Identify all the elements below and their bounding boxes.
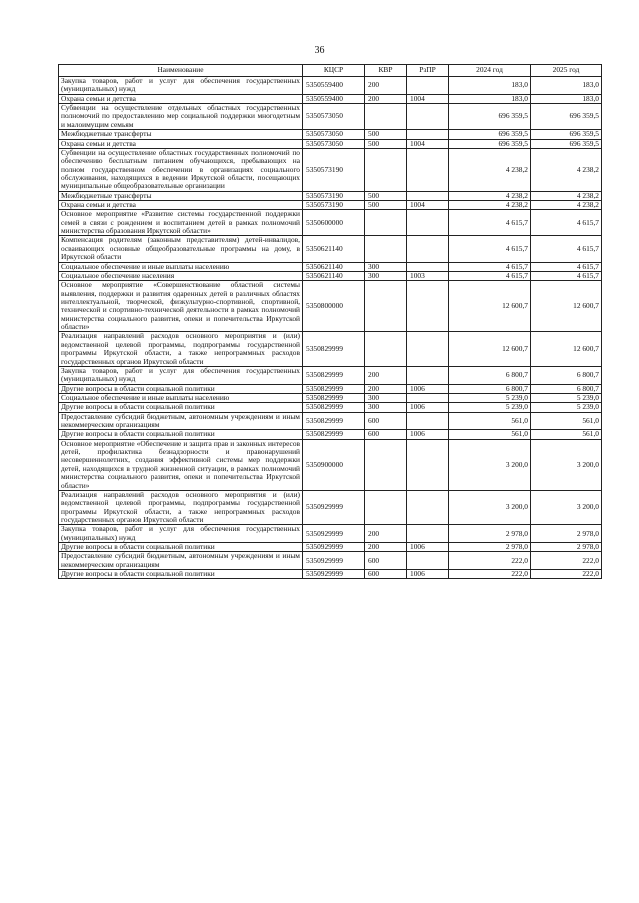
cell-name: Социальное обеспечение и иные выплаты населению — [59, 393, 303, 402]
cell-kvr: 600 — [365, 430, 407, 439]
table-row — [59, 139, 602, 148]
cell-2024: 561,0 — [449, 412, 531, 430]
cell-name: Предоставление субсидий бюджетным, автономным учреждениям и иным некоммерческим организациям — [59, 412, 303, 430]
cell-2025: 222,0 — [531, 552, 602, 570]
cell-kvr: 200 — [365, 384, 407, 393]
table-body — [59, 77, 602, 579]
cell-kcsr: 5350573190 — [303, 191, 365, 200]
cell-name: Другие вопросы в области социальной политики — [59, 570, 303, 579]
cell-2024: 3 200,0 — [449, 439, 531, 490]
table-row — [59, 130, 602, 139]
cell-kcsr: 5350929999 — [303, 552, 365, 570]
cell-kvr — [365, 439, 407, 490]
cell-rzpr — [407, 104, 449, 130]
table-header — [59, 65, 602, 77]
table-row — [59, 104, 602, 130]
cell-kvr: 300 — [365, 393, 407, 402]
cell-2024: 12 600,7 — [449, 281, 531, 332]
cell-rzpr: 1003 — [407, 271, 449, 280]
cell-rzpr — [407, 366, 449, 384]
table-row — [59, 77, 602, 95]
cell-kvr: 300 — [365, 271, 407, 280]
cell-rzpr — [407, 332, 449, 366]
cell-kcsr: 5350929999 — [303, 570, 365, 579]
cell-2025: 5 239,0 — [531, 403, 602, 412]
cell-2024: 696 359,5 — [449, 104, 531, 130]
cell-2024: 183,0 — [449, 77, 531, 95]
cell-rzpr: 1006 — [407, 543, 449, 552]
cell-2024: 183,0 — [449, 94, 531, 103]
cell-rzpr — [407, 148, 449, 191]
cell-kcsr: 5350829999 — [303, 393, 365, 402]
cell-rzpr — [407, 490, 449, 524]
cell-name: Реализация направлений расходов основного мероприятия и (или) ведомственной целевой программы, подпрограммы государственной программы Иркутской области, а также непрограммных расходов государственных органов Иркутской области — [59, 490, 303, 524]
cell-2025: 4 238,2 — [531, 201, 602, 210]
cell-kvr: 500 — [365, 139, 407, 148]
cell-kcsr: 5350829999 — [303, 332, 365, 366]
cell-name: Охрана семьи и детства — [59, 139, 303, 148]
cell-kvr — [365, 281, 407, 332]
cell-2024: 5 239,0 — [449, 393, 531, 402]
cell-rzpr: 1004 — [407, 94, 449, 103]
cell-rzpr: 1006 — [407, 384, 449, 393]
cell-2025: 561,0 — [531, 430, 602, 439]
cell-kcsr: 5350621140 — [303, 262, 365, 271]
cell-kcsr: 5350929999 — [303, 543, 365, 552]
cell-name: Другие вопросы в области социальной политики — [59, 403, 303, 412]
cell-name: Основное мероприятие «Развитие системы государственной поддержки семей в связи с рождением и воспитанием детей в рамках полномочий министерства образования Иркутской области» — [59, 210, 303, 236]
cell-kcsr: 5350559400 — [303, 77, 365, 95]
cell-2024: 5 239,0 — [449, 403, 531, 412]
cell-kcsr: 5350621140 — [303, 271, 365, 280]
cell-kcsr: 5350573190 — [303, 201, 365, 210]
cell-kcsr: 5350829999 — [303, 412, 365, 430]
cell-kvr: 200 — [365, 77, 407, 95]
cell-2025: 183,0 — [531, 94, 602, 103]
cell-kvr: 600 — [365, 552, 407, 570]
cell-name: Социальное обеспечение и иные выплаты населению — [59, 262, 303, 271]
cell-kvr: 200 — [365, 543, 407, 552]
cell-2025: 5 239,0 — [531, 393, 602, 402]
cell-kcsr: 5350600000 — [303, 210, 365, 236]
cell-2025: 183,0 — [531, 77, 602, 95]
cell-kcsr: 5350829999 — [303, 366, 365, 384]
cell-2025: 6 800,7 — [531, 384, 602, 393]
table-row — [59, 332, 602, 366]
cell-rzpr: 1004 — [407, 139, 449, 148]
table-row — [59, 439, 602, 490]
cell-name: Закупка товаров, работ и услуг для обеспечения государственных (муниципальных) нужд — [59, 366, 303, 384]
cell-2024: 222,0 — [449, 552, 531, 570]
cell-kcsr: 5350621140 — [303, 236, 365, 262]
header-name: Наименование — [59, 65, 303, 77]
cell-2025: 4 238,2 — [531, 191, 602, 200]
table-row — [59, 366, 602, 384]
table-row — [59, 281, 602, 332]
cell-kcsr: 5350573050 — [303, 130, 365, 139]
cell-2025: 4 238,2 — [531, 148, 602, 191]
cell-name: Предоставление субсидий бюджетным, автономным учреждениям и иным некоммерческим организациям — [59, 552, 303, 570]
cell-name: Охрана семьи и детства — [59, 94, 303, 103]
cell-name: Основное мероприятие «Совершенствование областной системы выявления, поддержки и развития одаренных детей в различных областях интеллектуальной, творческой, физкультурно-спортивной, спортивной, технической и спортивно-технической деятельности в рамках полномочий министерства социального развития, опеки и попечительства Иркутской области» — [59, 281, 303, 332]
cell-2024: 6 800,7 — [449, 366, 531, 384]
cell-2024: 561,0 — [449, 430, 531, 439]
cell-2025: 561,0 — [531, 412, 602, 430]
cell-kvr: 600 — [365, 412, 407, 430]
cell-kcsr: 5350573050 — [303, 104, 365, 130]
cell-2024: 4 238,2 — [449, 148, 531, 191]
cell-kvr — [365, 490, 407, 524]
cell-2025: 4 615,7 — [531, 271, 602, 280]
table-row — [59, 262, 602, 271]
cell-2024: 2 978,0 — [449, 543, 531, 552]
cell-rzpr — [407, 77, 449, 95]
header-2024: 2024 год — [449, 65, 531, 77]
page-number: 36 — [314, 45, 325, 56]
cell-2025: 2 978,0 — [531, 525, 602, 543]
cell-name: Субвенции на осуществление отдельных областных государственных полномочий по предоставлению мер социальной поддержки многодетным и малоимущим семьям — [59, 104, 303, 130]
header-2025: 2025 год — [531, 65, 602, 77]
cell-2024: 696 359,5 — [449, 139, 531, 148]
cell-2024: 12 600,7 — [449, 332, 531, 366]
table-row — [59, 552, 602, 570]
header-rzpr: РзПР — [407, 65, 449, 77]
cell-2025: 696 359,5 — [531, 104, 602, 130]
cell-kvr: 200 — [365, 525, 407, 543]
header-kvr: КВР — [365, 65, 407, 77]
cell-kvr — [365, 148, 407, 191]
table-row — [59, 210, 602, 236]
cell-rzpr — [407, 210, 449, 236]
cell-2025: 4 615,7 — [531, 262, 602, 271]
cell-2025: 696 359,5 — [531, 139, 602, 148]
cell-2025: 4 615,7 — [531, 236, 602, 262]
cell-name: Межбюджетные трансферты — [59, 130, 303, 139]
table-row — [59, 430, 602, 439]
table-row — [59, 236, 602, 262]
cell-rzpr — [407, 236, 449, 262]
cell-kvr — [365, 332, 407, 366]
cell-kvr: 200 — [365, 94, 407, 103]
cell-2025: 4 615,7 — [531, 210, 602, 236]
cell-2025: 2 978,0 — [531, 543, 602, 552]
cell-rzpr — [407, 525, 449, 543]
cell-name: Другие вопросы в области социальной политики — [59, 430, 303, 439]
cell-kcsr: 5350573050 — [303, 139, 365, 148]
cell-rzpr: 1004 — [407, 201, 449, 210]
cell-2025: 3 200,0 — [531, 490, 602, 524]
cell-rzpr — [407, 439, 449, 490]
cell-kvr — [365, 104, 407, 130]
table-row — [59, 403, 602, 412]
cell-rzpr — [407, 262, 449, 271]
cell-2025: 3 200,0 — [531, 439, 602, 490]
cell-kcsr: 5350929999 — [303, 490, 365, 524]
cell-2025: 12 600,7 — [531, 332, 602, 366]
cell-name: Компенсация родителям (законным представителям) детей-инвалидов, осваивающих основные общеобразовательные программы на дому, в Иркутской области — [59, 236, 303, 262]
cell-kcsr: 5350800000 — [303, 281, 365, 332]
cell-name: Другие вопросы в области социальной политики — [59, 384, 303, 393]
cell-name: Закупка товаров, работ и услуг для обеспечения государственных (муниципальных) нужд — [59, 77, 303, 95]
cell-name: Основное мероприятие «Обеспечение и защита прав и законных интересов детей, профилактика безнадзорности и правонарушений несовершеннолетних, создания эффективной системы мер поддержки детей, находящихся в трудной жизненной ситуации, в рамках полномочий министерства социального развития, опеки и попечительства Иркутской области» — [59, 439, 303, 490]
cell-2025: 12 600,7 — [531, 281, 602, 332]
cell-kcsr: 5350573190 — [303, 148, 365, 191]
cell-2024: 222,0 — [449, 570, 531, 579]
cell-name: Другие вопросы в области социальной политики — [59, 543, 303, 552]
header-row — [59, 65, 602, 77]
cell-rzpr — [407, 412, 449, 430]
table-row — [59, 412, 602, 430]
cell-kcsr: 5350559400 — [303, 94, 365, 103]
cell-2024: 3 200,0 — [449, 490, 531, 524]
cell-rzpr — [407, 130, 449, 139]
cell-kcsr: 5350829999 — [303, 403, 365, 412]
cell-kvr: 500 — [365, 191, 407, 200]
cell-name: Социальное обеспечение населения — [59, 271, 303, 280]
table-row — [59, 490, 602, 524]
cell-2024: 2 978,0 — [449, 525, 531, 543]
cell-name: Закупка товаров, работ и услуг для обеспечения государственных (муниципальных) нужд — [59, 525, 303, 543]
table-row — [59, 148, 602, 191]
cell-2024: 4 615,7 — [449, 271, 531, 280]
cell-2024: 6 800,7 — [449, 384, 531, 393]
cell-kvr: 300 — [365, 262, 407, 271]
cell-rzpr: 1006 — [407, 403, 449, 412]
cell-2024: 4 615,7 — [449, 262, 531, 271]
cell-2024: 4 238,2 — [449, 201, 531, 210]
cell-rzpr — [407, 552, 449, 570]
cell-kvr: 200 — [365, 366, 407, 384]
cell-kvr: 500 — [365, 201, 407, 210]
cell-2024: 4 238,2 — [449, 191, 531, 200]
cell-rzpr — [407, 281, 449, 332]
cell-rzpr: 1006 — [407, 570, 449, 579]
cell-kvr: 300 — [365, 403, 407, 412]
cell-2024: 4 615,7 — [449, 236, 531, 262]
budget-table — [58, 64, 602, 579]
cell-kvr: 500 — [365, 130, 407, 139]
table-row — [59, 570, 602, 579]
cell-rzpr: 1006 — [407, 430, 449, 439]
cell-kcsr: 5350829999 — [303, 384, 365, 393]
cell-2024: 696 359,5 — [449, 130, 531, 139]
cell-kcsr: 5350829999 — [303, 430, 365, 439]
cell-name: Субвенции на осуществление областных государственных полномочий по обеспечению бесплатным питанием обучающихся, пребывающих на полном государственном обеспечении в организациях социального обслуживания, находящихся в ведении Иркутской области, посещающих муниципальные общеобразовательные организации — [59, 148, 303, 191]
header-kcsr: КЦСР — [303, 65, 365, 77]
cell-2025: 6 800,7 — [531, 366, 602, 384]
cell-2025: 222,0 — [531, 570, 602, 579]
cell-kvr — [365, 236, 407, 262]
cell-2024: 4 615,7 — [449, 210, 531, 236]
cell-kvr — [365, 210, 407, 236]
cell-kvr: 600 — [365, 570, 407, 579]
cell-2025: 696 359,5 — [531, 130, 602, 139]
cell-kcsr: 5350929999 — [303, 525, 365, 543]
cell-name: Реализация направлений расходов основного мероприятия и (или) ведомственной целевой программы, подпрограммы государственной программы Иркутской области, а также непрограммных расходов государственных органов Иркутской области — [59, 332, 303, 366]
cell-kcsr: 5350900000 — [303, 439, 365, 490]
table-row — [59, 525, 602, 543]
cell-name: Охрана семьи и детства — [59, 201, 303, 210]
cell-name: Межбюджетные трансферты — [59, 191, 303, 200]
